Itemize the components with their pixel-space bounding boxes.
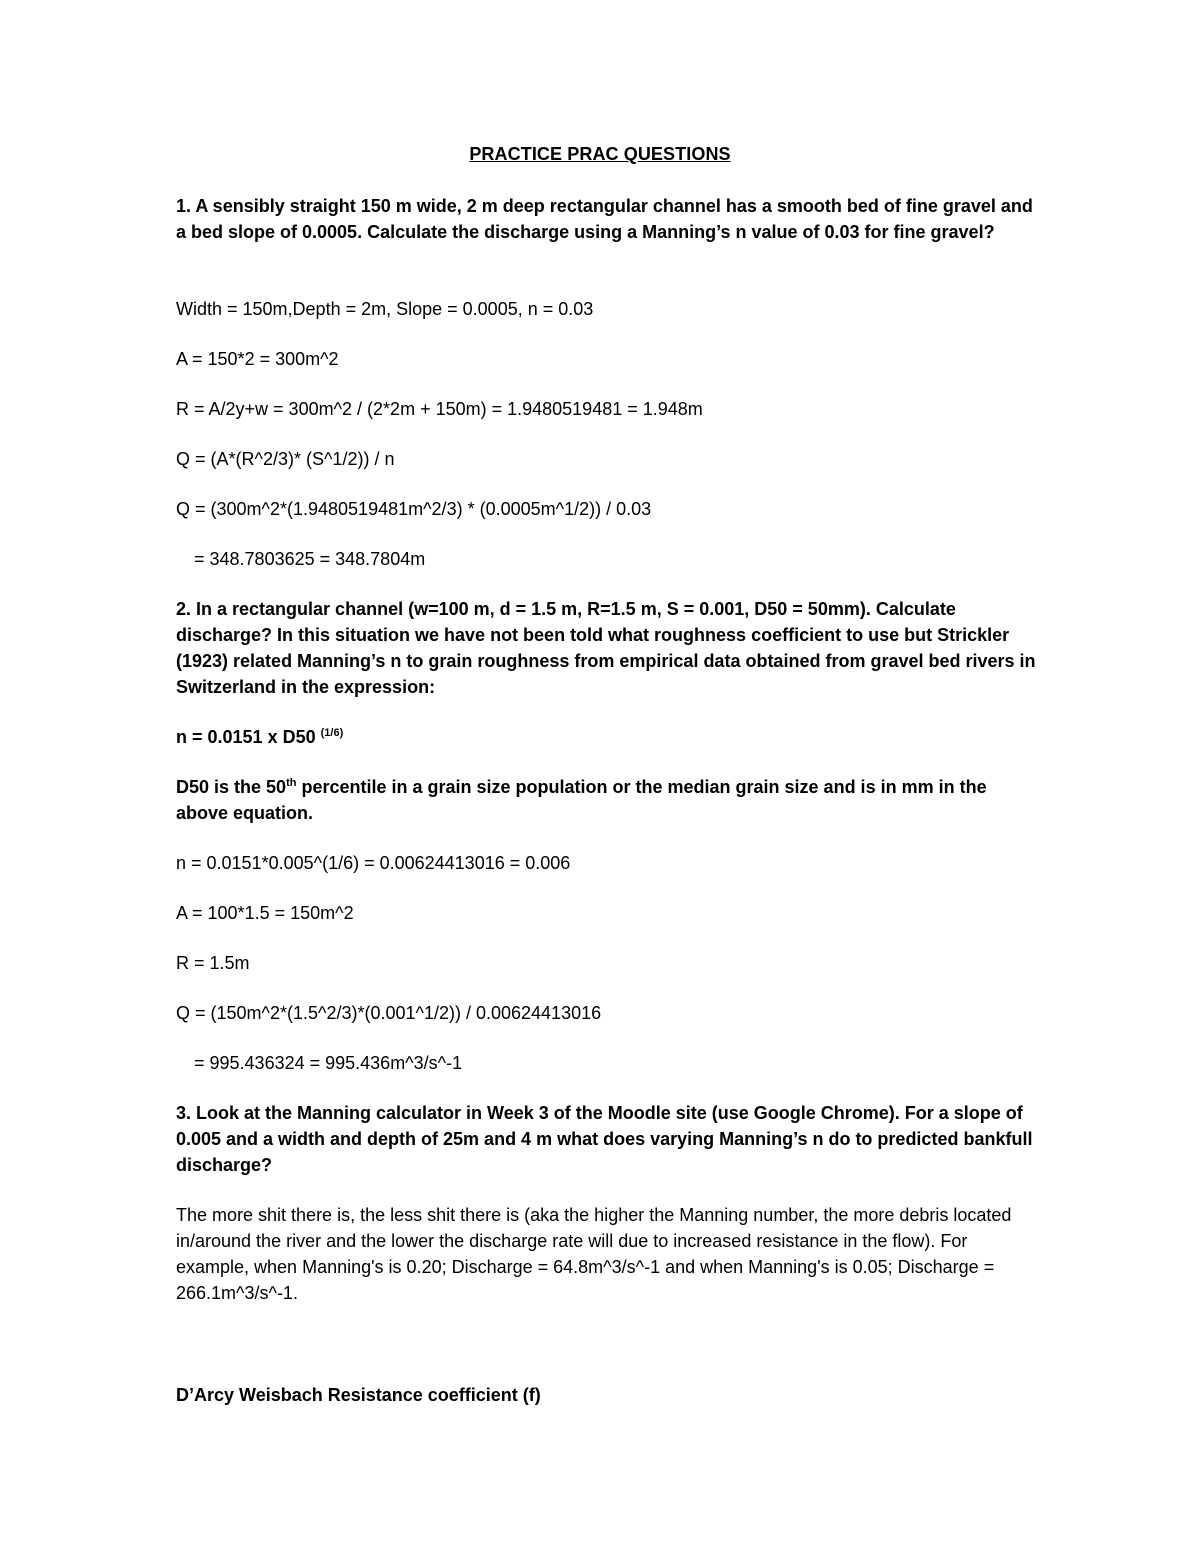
q2-result: = 995.436324 = 995.436m^3/s^-1 <box>194 1053 463 1073</box>
q1-given-values: Width = 150m,Depth = 2m, Slope = 0.0005, n = 0.03 <box>176 299 594 319</box>
q2-area-calculation: A = 100*1.5 = 150m^2 <box>176 903 354 923</box>
q2-radius-value: R = 1.5m <box>176 953 250 973</box>
page-title: PRACTICE PRAC QUESTIONS <box>469 144 731 164</box>
d50-definition <box>176 774 1036 826</box>
q1-manning-formula: Q = (A*(R^2/3)* (S^1/2)) / n <box>176 449 395 469</box>
d50-definition-end: percentile in a grain size population or the median grain size and is in mm in the above equation. <box>176 777 987 823</box>
q2-substitution: Q = (150m^2*(1.5^2/3)*(0.001^1/2)) / 0.00624413016 <box>176 1003 602 1023</box>
q1-radius-calculation: R = A/2y+w = 300m^2 / (2*2m + 150m) = 1.9480519481 = 1.948m <box>176 399 703 419</box>
d50-definition-start: D50 is the 50 <box>176 777 287 797</box>
question-2-text: 2. In a rectangular channel (w=100 m, d = 1.5 m, R=1.5 m, S = 0.001, D50 = 50mm). Calculate discharge? In this situation we have not been told what roughness coefficient to use but Strickler (1923) related Manning’s n to grain roughness from empirical data obtained from gravel bed rivers in Switzerland in the expression: <box>176 599 1036 697</box>
darcy-weisbach-heading: D’Arcy Weisbach Resistance coefficient (f) <box>176 1385 541 1405</box>
q2-n-calculation: n = 0.0151*0.005^(1/6) = 0.00624413016 = 0.006 <box>176 853 571 873</box>
q3-answer: The more shit there is, the less shit there is (aka the higher the Manning number, the more debris located in/around the river and the lower the discharge rate will due to increased resistance in the flow). For example, when Manning's is 0.20; Discharge = 64.8m^3/s^-1 and when Manning's is 0.05; Discharge = 266.1m^3/s^-1. <box>176 1205 1012 1303</box>
q1-substitution: Q = (300m^2*(1.9480519481m^2/3) * (0.0005m^1/2)) / 0.03 <box>176 499 652 519</box>
q1-result: = 348.7803625 = 348.7804m <box>194 549 426 569</box>
d50-superscript: th <box>286 777 297 789</box>
strickler-equation <box>176 724 1036 750</box>
question-1-text: 1. A sensibly straight 150 m wide, 2 m deep rectangular channel has a smooth bed of fine gravel and a bed slope of 0.0005. Calculate the discharge using a Manning’s n value of 0.03 for fine gravel? <box>176 196 1033 242</box>
question-3-text: 3. Look at the Manning calculator in Week 3 of the Moodle site (use Google Chrome). For a slope of 0.005 and a width and depth of 25m and 4 m what does varying Manning’s n do to predicted bankfull discharge? <box>176 1103 1033 1175</box>
q1-area-calculation: A = 150*2 = 300m^2 <box>176 349 339 369</box>
strickler-equation-base: n = 0.0151 x D50 <box>176 727 321 747</box>
strickler-equation-exponent: (1/6) <box>320 727 344 739</box>
